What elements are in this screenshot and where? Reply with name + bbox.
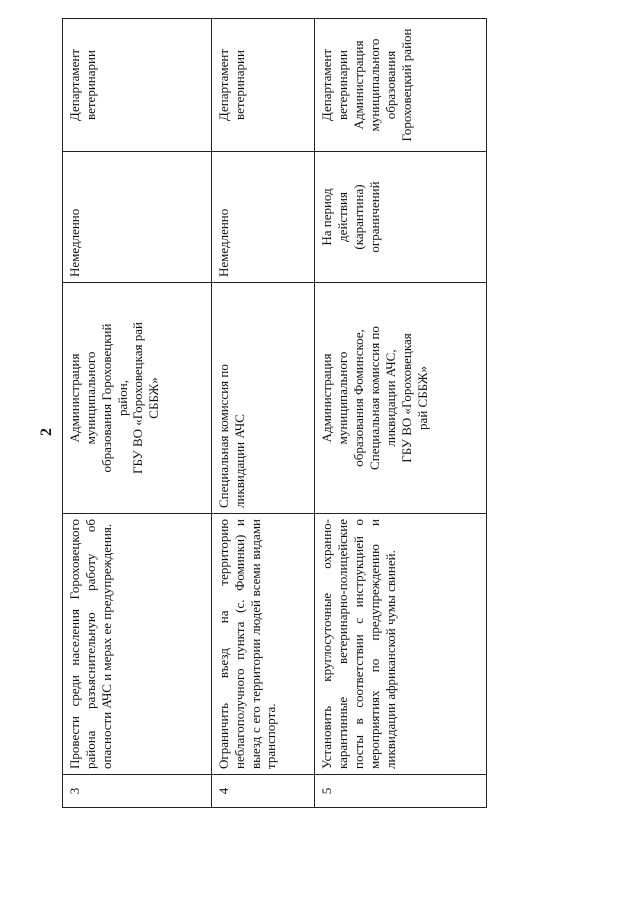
- responsible-cell: [211, 283, 315, 514]
- table-row: [315, 19, 487, 808]
- executor-line: ветеринарии: [335, 50, 351, 120]
- responsible-line: ГБУ ВО «Гороховецкая рай: [130, 322, 146, 474]
- responsible-line: Администрация: [67, 353, 82, 443]
- responsible-line: муниципального: [82, 351, 98, 445]
- table-row: [63, 19, 212, 808]
- row-number: 4: [211, 775, 315, 808]
- executor-cell: [211, 19, 315, 152]
- responsible-line: ликвидации АЧС,: [382, 349, 398, 447]
- responsible-cell: [315, 283, 487, 514]
- deadline-cell: Немедленно: [211, 152, 315, 283]
- table-row: [211, 19, 315, 808]
- executor-cell: [315, 19, 487, 152]
- responsible-line: рай СББЖ»: [414, 366, 430, 430]
- executor-cell: [63, 19, 212, 152]
- deadline-cell: [315, 152, 487, 283]
- executor-line: муниципального: [367, 38, 382, 132]
- executor-line: Департамент: [67, 48, 82, 122]
- page-number: 2: [38, 428, 55, 436]
- deadline-line: действия: [335, 192, 351, 242]
- executor-line: Гороховецкий район: [398, 28, 414, 142]
- deadline-line: На период: [319, 188, 335, 246]
- responsible-line: Администрация: [319, 353, 335, 443]
- measures-table-wrapper: [62, 18, 487, 808]
- responsible-line: район,: [114, 380, 130, 416]
- responsible-cell: [63, 283, 212, 514]
- measures-table: [62, 18, 487, 808]
- executor-line: ветеринарии: [231, 50, 247, 120]
- executor-line: Администрация: [351, 40, 367, 130]
- responsible-line: образования Гороховецкий: [98, 323, 114, 473]
- responsible-line: Специальная комиссия по: [367, 326, 382, 470]
- responsible-line: образования Фоминское,: [351, 329, 367, 467]
- row-number: 3: [63, 775, 212, 808]
- executor-line: ветеринарии: [82, 50, 98, 120]
- responsible-line: ГБУ ВО «Гороховецкая: [398, 333, 414, 463]
- executor-line: образования: [382, 50, 398, 120]
- deadline-line: ограничений: [367, 181, 382, 253]
- action-cell: Ограничить въезд на территорию неблагополучного пункта (с. Фоминки) и выезд с его территории людей всеми видами транспорта.: [211, 514, 315, 775]
- responsible-line: СББЖ»: [146, 377, 162, 419]
- responsible-line: Специальная комиссия по: [215, 364, 231, 508]
- deadline-cell: Немедленно: [63, 152, 212, 283]
- executor-line: Департамент: [215, 48, 231, 122]
- action-cell: Установить круглосуточные охранно-карантинные ветеринарно-полицейские посты в соответствии с инструкцией о мероприятиях по предупреждению и ликвидации африканской чумы свиней.: [315, 514, 487, 775]
- row-number: 5: [315, 775, 487, 808]
- action-cell: Провести среди населения Гороховецкого района разъяснительную работу об опасности АЧС и мерах ее предупреждения.: [63, 514, 212, 775]
- deadline-line: (карантина): [351, 184, 367, 250]
- executor-line: Департамент: [319, 48, 335, 122]
- responsible-line: муниципального: [335, 351, 351, 445]
- responsible-line: ликвидации АЧС: [231, 414, 247, 508]
